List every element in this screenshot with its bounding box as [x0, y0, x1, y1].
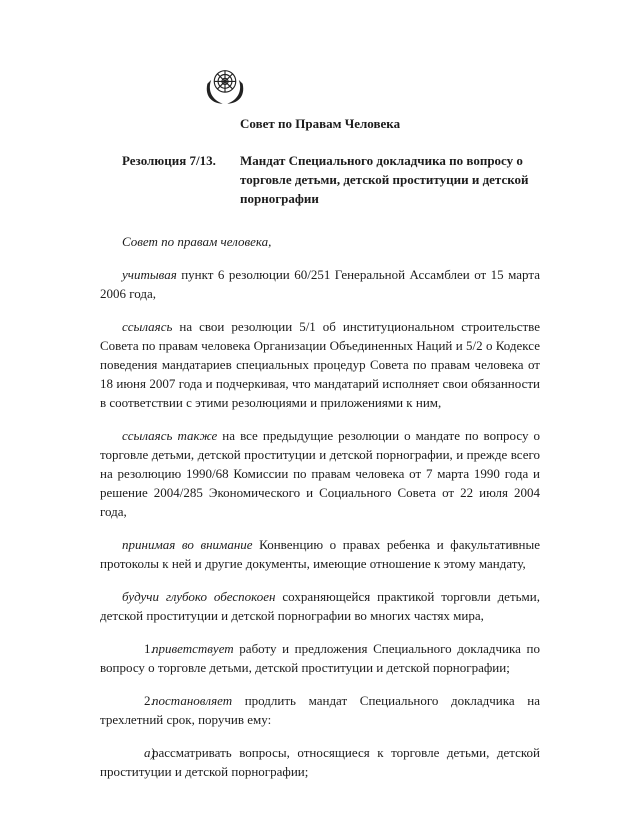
- paragraph-text: на все предыдущие резолюции о мандате по вопросу о торговле детьми, детской проституции и детской порнографии, и прежде всего на резолюцию 1990/68 Комиссии по правам человека от 7 марта 1990 года и решение 2004/285 Экономического и Социального Совета от 22 июля 2004 года,: [100, 428, 540, 519]
- paragraph-lead: учитывая: [122, 267, 177, 282]
- un-emblem-icon: [202, 64, 540, 108]
- paragraph-lead: ссылаясь также: [122, 428, 218, 443]
- preamble-paragraph: [100, 426, 540, 521]
- preamble-paragraph: [100, 317, 540, 412]
- paragraph-lead: будучи глубоко обеспокоен: [122, 589, 276, 604]
- paragraph-lead: приветствует: [152, 641, 234, 656]
- preamble-paragraph: [100, 535, 540, 573]
- resolution-title: Мандат Специального докладчика по вопросу о торговле детьми, детской проституции и детской порнографии: [240, 153, 529, 206]
- paragraph-number: 2.: [144, 693, 154, 708]
- preamble-paragraph: [100, 587, 540, 625]
- paragraph-number: а): [144, 745, 155, 760]
- operative-paragraph-1: [100, 639, 540, 677]
- org-title: Совет по Правам Человека: [240, 116, 401, 131]
- paragraph-text: работу и предложения Специального докладчика по вопросу о торговле детьми, детской проституции и детской порнографии;: [100, 641, 540, 675]
- paragraph-lead: принимая во внимание: [122, 537, 253, 552]
- paragraph-text: на свои резолюции 5/1 об институциональном строительстве Совета по правам человека Организации Объединенных Наций и 5/2 о Кодексе поведения мандатариев специальных процедур Совета по правам человека от 18 июня 2007 года и подчеркивая, что мандатарий исполняет свои обязанности в соответствии с этими резолюциями и приложениями к ним,: [100, 319, 540, 410]
- paragraph-text: продлить мандат Специального докладчика на трехлетний срок, поручив ему:: [100, 693, 540, 727]
- paragraph-lead: постановляет: [152, 693, 233, 708]
- salutation: Совет по правам человека,: [122, 234, 272, 249]
- subparagraph-a: [100, 743, 540, 781]
- paragraph-text: рассматривать вопросы, относящиеся к торговле детьми, детской проституции и детской порнографии;: [100, 745, 540, 779]
- resolution-heading: [100, 151, 540, 208]
- paragraph-text: пункт 6 резолюции 60/251 Генеральной Ассамблеи от 15 марта 2006 года,: [100, 267, 540, 301]
- operative-paragraph-2: [100, 691, 540, 729]
- paragraph-lead: ссылаясь: [122, 319, 173, 334]
- document-body: [100, 232, 540, 781]
- resolution-label: Резолюция 7/13.: [122, 153, 216, 168]
- paragraph-text: Конвенцию о правах ребенка и факультативные протоколы к ней и другие документы, имеющие отношение к этому мандату,: [100, 537, 540, 571]
- paragraph-text: сохраняющейся практикой торговли детьми, детской проституции и детской порнографии во многих частях мира,: [100, 589, 540, 623]
- preamble-paragraph: [100, 265, 540, 303]
- paragraph-number: 1.: [144, 641, 154, 656]
